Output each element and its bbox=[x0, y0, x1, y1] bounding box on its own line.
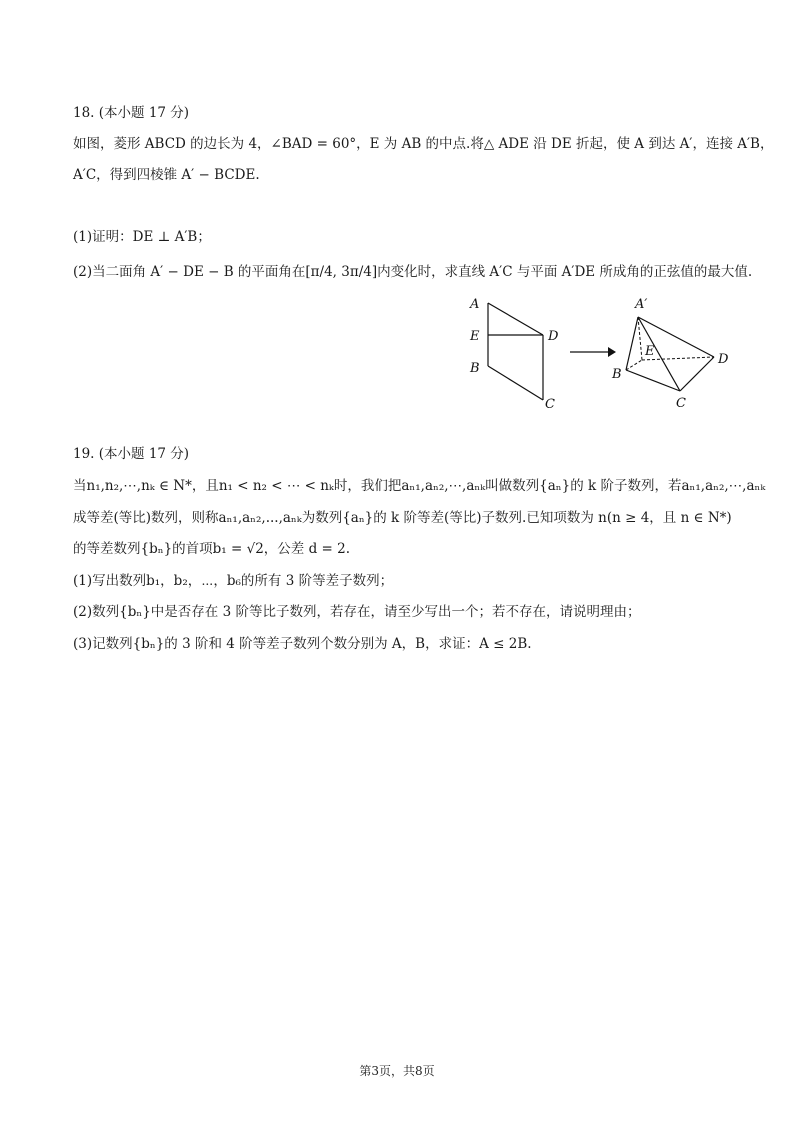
q18-header: 18. (本小题 17 分) bbox=[73, 105, 190, 121]
label-D: D bbox=[718, 352, 729, 367]
label-E: E bbox=[645, 344, 655, 359]
q19-line3: 的等差数列{bₙ}的首项b₁ = √2，公差 d = 2. bbox=[73, 541, 351, 557]
q19-part2: (2)数列{bₙ}中是否存在 3 阶等比子数列，若存在，请至少写出一个；若不存在，请说明理由； bbox=[73, 604, 641, 620]
page-footer: 第3页，共8页 bbox=[359, 1064, 435, 1078]
label-C: C bbox=[676, 396, 686, 411]
label-C: C bbox=[545, 397, 555, 412]
rhombus-figure bbox=[455, 290, 575, 415]
label-A: A bbox=[470, 297, 480, 312]
pyramid-figure bbox=[608, 292, 738, 417]
q19-line1: 当n₁,n₂,⋯,nₖ ∈ N*，且n₁ < n₂ < ⋯ < nₖ时，我们把aₙ₁,aₙ₂,⋯,aₙₖ叫做数列{aₙ}的 k 阶子数列，若aₙ₁,aₙ₂,⋯,aₙₖ bbox=[73, 478, 766, 494]
label-D: D bbox=[548, 329, 559, 344]
label-A-prime: A′ bbox=[635, 297, 648, 312]
label-E: E bbox=[470, 329, 480, 344]
label-B: B bbox=[612, 367, 622, 382]
q19-header: 19. (本小题 17 分) bbox=[73, 446, 190, 462]
q19-part3: (3)记数列{bₙ}的 3 阶和 4 阶等差子数列个数分别为 A，B，求证：A ≤ 2B. bbox=[73, 636, 532, 652]
q18-stem-line1: 如图，菱形 ABCD 的边长为 4，∠BAD = 60°，E 为 AB 的中点.将△ ADE 沿 DE 折起，使 A 到达 A′，连接 A′B， bbox=[73, 136, 774, 152]
label-B: B bbox=[470, 361, 480, 376]
q19-part1: (1)写出数列b₁，b₂，⋯，b₆的所有 3 阶等差子数列； bbox=[73, 573, 394, 589]
q18-part2: (2)当二面角 A′ − DE − B 的平面角在[π/4, 3π/4]内变化时，求直线 A′C 与平面 A′DE 所成角的正弦值的最大值. bbox=[73, 264, 753, 280]
q18-part1: (1)证明：DE ⊥ A′B； bbox=[73, 229, 211, 245]
q18-stem-line2: A′C，得到四棱锥 A′ − BCDE. bbox=[73, 167, 260, 183]
q19-line2: 成等差(等比)数列，则称aₙ₁,aₙ₂,...,aₙₖ为数列{aₙ}的 k 阶等差(等比)子数列.已知项数为 n(n ≥ 4，且 n ∈ N*) bbox=[73, 510, 732, 526]
